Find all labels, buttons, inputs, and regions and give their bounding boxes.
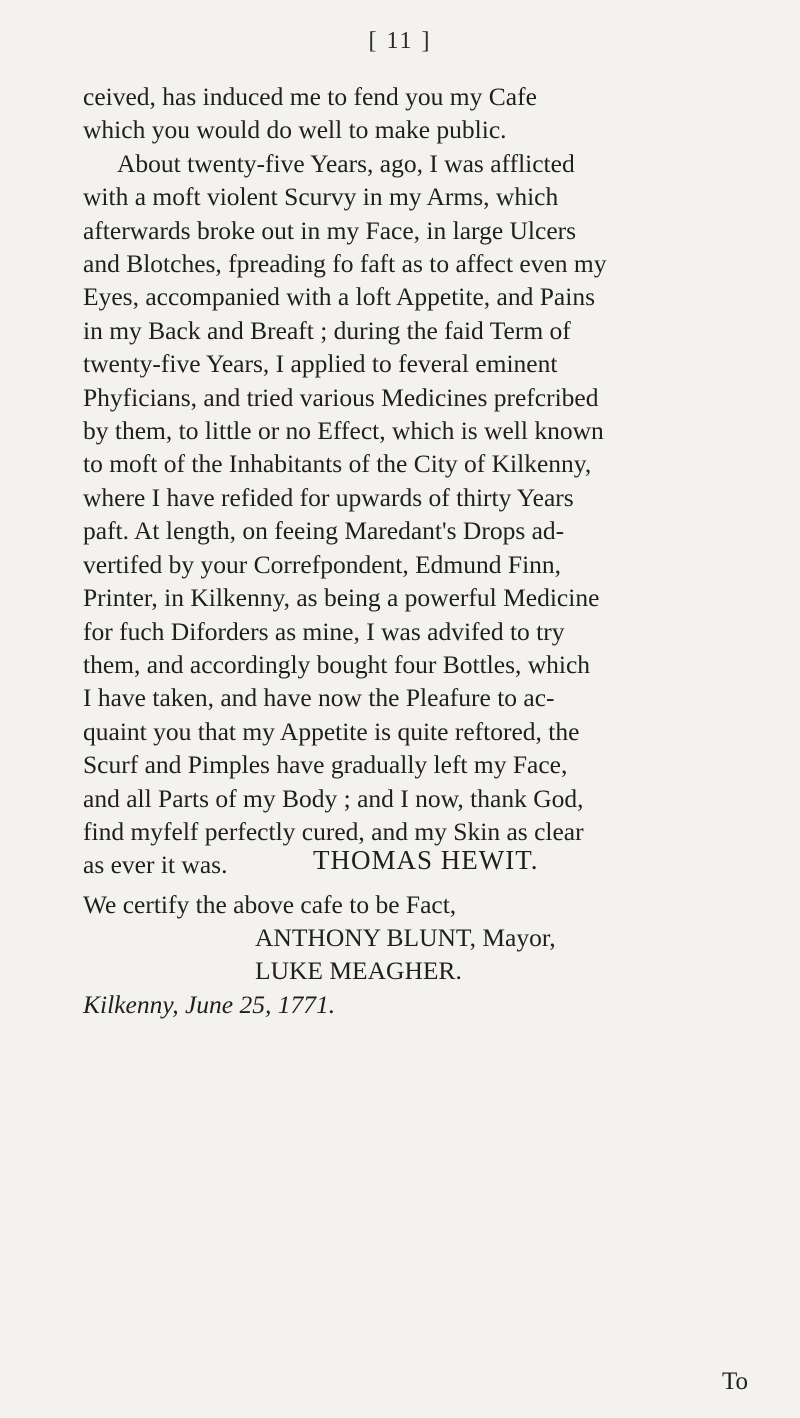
body-line: and all Parts of my Body ; and I now, thank God,: [83, 783, 584, 813]
body-line: I have taken, and have now the Pleafure to ac-: [83, 683, 555, 713]
body-line: where I have refided for upwards of thirty Years: [83, 482, 574, 512]
body-line: with a moft violent Scurvy in my Arms, which: [83, 182, 559, 212]
body-line: paft. At length, on feeing Maredant's Drops ad-: [83, 516, 565, 546]
body-line: ceived, has induced me to fend you my Cafe: [83, 82, 537, 111]
body-line: find myfelf perfectly cured, and my Skin as clear: [83, 816, 584, 846]
signature: THOMAS HEWIT.: [313, 845, 539, 875]
certify-line: We certify the above cafe to be Fact,: [83, 890, 457, 919]
body-line: afterwards broke out in my Face, in large Ulcers: [83, 215, 577, 245]
body-line: by them, to little or no Effect, which is well known: [83, 416, 604, 446]
body-line: in my Back and Breaft ; during the faid Term of: [83, 315, 571, 345]
body-line: to moft of the Inhabitants of the City of Kilkenny,: [83, 449, 592, 479]
body-line: as ever it was.: [83, 850, 228, 880]
catchword: To: [722, 1368, 749, 1395]
body-line: twenty-five Years, I applied to feveral eminent: [83, 349, 558, 379]
body-line: Eyes, accompanied with a loft Appetite, and Pains: [83, 282, 595, 312]
body-line: About twenty-five Years, ago, I was afflicted: [117, 148, 575, 178]
body-line: which you would do well to make public.: [83, 115, 507, 145]
body-line: for fuch Diforders as mine, I was advifed to try: [83, 616, 565, 646]
certifier-name: LUKE MEAGHER.: [255, 956, 462, 985]
body-line: them, and accordingly bought four Bottles, which: [83, 649, 591, 679]
page-number: [ 11 ]: [368, 28, 432, 54]
body-line: Scurf and Pimples have gradually left my Face,: [83, 750, 568, 780]
certifier-names: [255, 921, 556, 987]
letter-body: [83, 80, 773, 882]
body-line: and Blotches, fpreading fo faft as to affect even my: [83, 249, 607, 279]
certifier-name: ANTHONY BLUNT, Mayor,: [255, 923, 556, 952]
body-line: quaint you that my Appetite is quite reftored, the: [83, 716, 580, 746]
body-line: Printer, in Kilkenny, as being a powerful Medicine: [83, 583, 600, 613]
body-line: Phyficians, and tried various Medicines prefcribed: [83, 382, 599, 412]
body-line: vertifed by your Correfpondent, Edmund Finn,: [83, 549, 562, 579]
dateline: Kilkenny, June 25, 1771.: [83, 990, 336, 1019]
